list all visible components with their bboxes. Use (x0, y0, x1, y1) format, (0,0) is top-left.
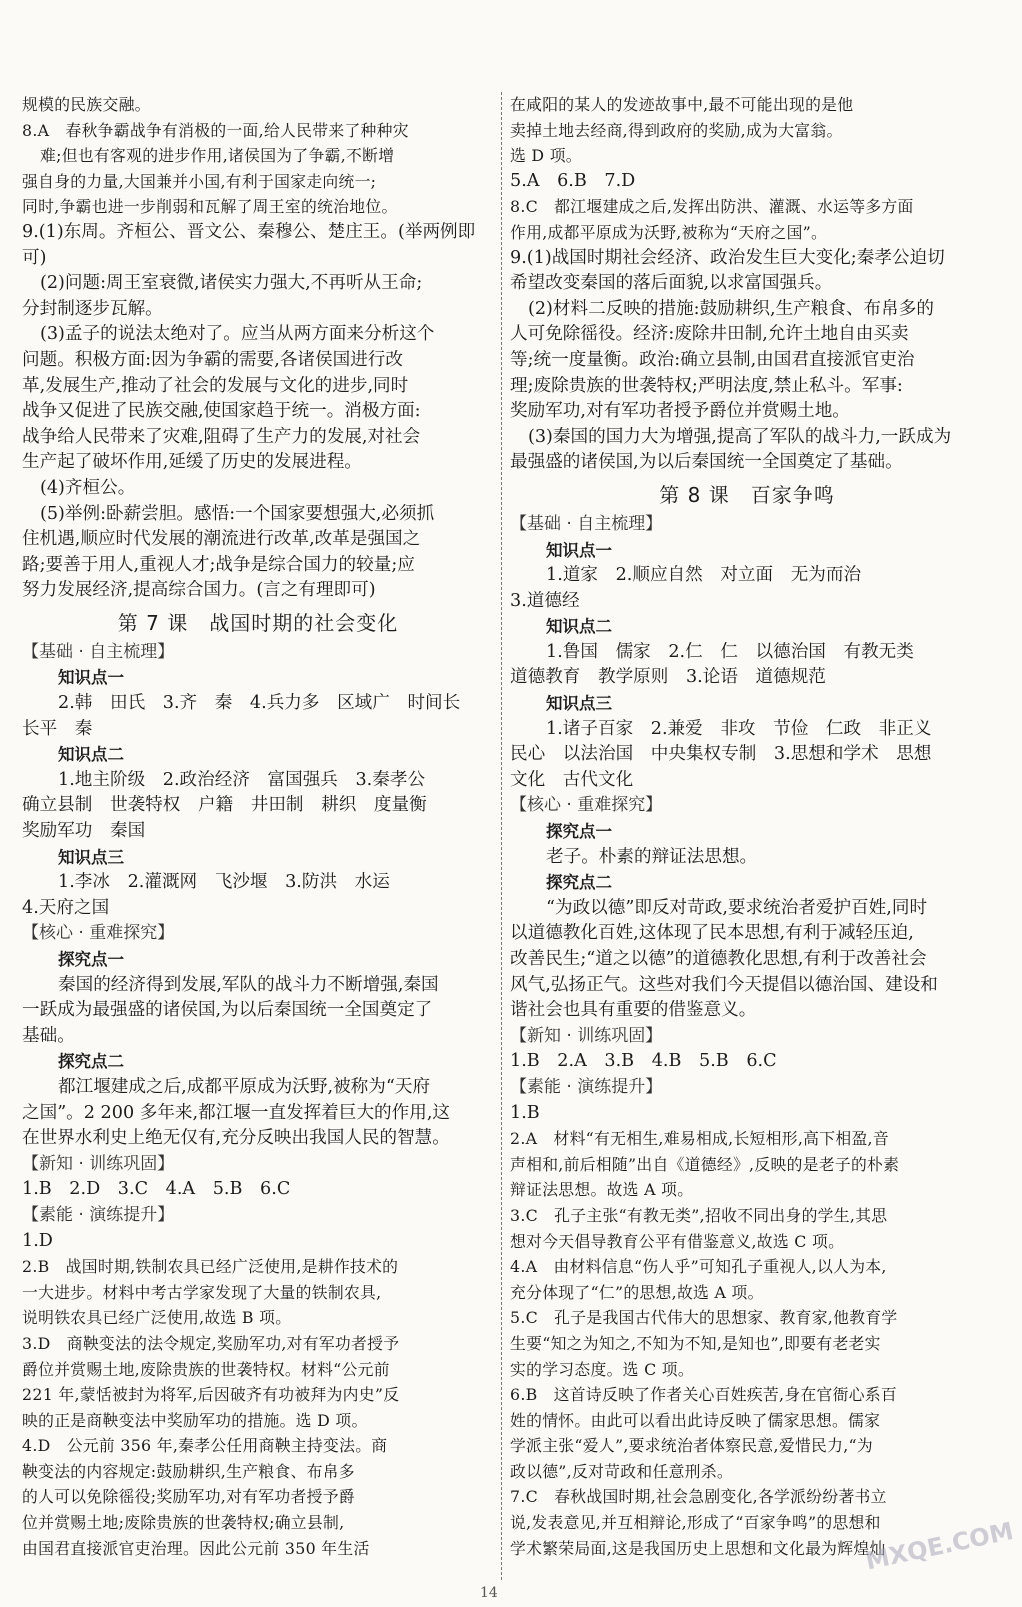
section-heading: 【新知 · 训练巩固】 (510, 1025, 663, 1046)
text-line: 战争又促进了民族交融,使国家趋于统一。消极方面: (22, 401, 421, 422)
section-heading: 【核心 · 重难探究】 (510, 795, 663, 816)
text-line: 想对今天倡导教育公平有借鉴意义,故选 C 项。 (510, 1231, 845, 1251)
text-line: 谐社会也具有重要的借鉴意义。 (510, 1000, 757, 1021)
text-line: 1.B 2.A 3.B 4.B 5.B 6.C (510, 1051, 777, 1072)
text-line: 等;统一度量衡。政治:确立县制,由国君直接派官吏治 (510, 349, 915, 370)
text-line: 爵位并赏赐土地,废除贵族的世袭特权。材料“公元前 (22, 1359, 390, 1379)
knowledge-point-heading: 知识点三 (58, 847, 124, 867)
text-line: 1.B (510, 1102, 540, 1123)
knowledge-point-heading: 知识点一 (58, 668, 124, 688)
text-line: (4)齐桓公。 (40, 477, 136, 498)
text-line: 希望改变秦国的落后面貌,以求富国强兵。 (510, 273, 833, 294)
text-line: 强自身的力量,大国兼并小国,有利于国家走向统一; (22, 171, 377, 191)
text-line: 1.鲁国 儒家 2.仁 仁 以德治国 有教无类 (546, 641, 914, 662)
text-line: 可) (22, 247, 47, 268)
knowledge-point-heading: 知识点二 (546, 617, 612, 637)
left-column (22, 92, 494, 1561)
text-line: 221 年,蒙恬被封为将军,后因破齐有功被拜为内史”反 (22, 1385, 400, 1405)
text-line: 作用,成都平原成为沃野,被称为“天府之国”。 (510, 222, 828, 242)
text-line: 说,发表意见,并互相辩论,形成了“百家争鸣”的思想和 (510, 1513, 881, 1533)
text-line: 在咸阳的某人的发迹故事中,最不可能出现的是他 (510, 95, 854, 114)
section-heading: 【核心 · 重难探究】 (22, 923, 175, 944)
section-heading: 【新知 · 训练巩固】 (22, 1153, 175, 1174)
text-line: (5)举例:卧薪尝胆。感悟:一个国家要想强大,必须抓 (40, 503, 435, 524)
text-line: 1.诸子百家 2.兼爱 非攻 节俭 仁政 非正义 (546, 718, 932, 739)
text-line: 问题。积极方面:因为争霸的需要,各诸侯国进行改 (22, 349, 403, 370)
text-line: 2.A 材料“有无相生,难易相成,长短相形,高下相盈,音 (510, 1129, 889, 1149)
text-line: 住机遇,顺应时代发展的潮流进行改革,改革是强国之 (22, 529, 421, 550)
text-line: 确立县制 世袭特权 户籍 井田制 耕织 度量衡 (22, 795, 427, 816)
text-line: 政以德”,反对苛政和任意刑杀。 (510, 1461, 733, 1481)
right-column (510, 92, 984, 1561)
text-line: 以道德教化百姓,这体现了民本思想,有利于减轻压迫, (510, 923, 914, 944)
text-line: 3.C 孔子主张“有教无类”,招收不同出身的学生,其思 (510, 1205, 888, 1225)
text-line: 学术繁荣局面,这是我国历史上思想和文化最为辉煌灿 (510, 1538, 886, 1558)
text-line: 难;但也有客观的进步作用,诸侯国为了争霸,不断增 (40, 146, 395, 166)
text-line: (2)问题:周王室衰微,诸侯实力强大,不再听从王命; (40, 273, 423, 294)
text-line: (3)秦国的国力大为增强,提高了军队的战斗力,一跃成为 (528, 426, 952, 447)
text-line: 人可免除徭役。经济:废除井田制,允许土地自由买卖 (510, 324, 909, 345)
text-line: 9.(1)战国时期社会经济、政治发生巨大变化;秦孝公迫切 (510, 247, 945, 268)
text-line: 位并赏赐土地;废除贵族的世袭特权;确立县制, (22, 1513, 345, 1533)
text-line: 选 D 项。 (510, 146, 582, 166)
text-line: 4.A 由材料信息“伤人乎”可知孔子重视人,以人为本, (510, 1257, 887, 1277)
text-line: 民心 以法治国 中央集权专制 3.思想和学术 思想 (510, 744, 932, 765)
text-line: (3)孟子的说法太绝对了。应当从两方面来分析这个 (40, 324, 435, 345)
knowledge-point-heading: 探究点二 (58, 1052, 124, 1072)
text-line: 4.天府之国 (22, 897, 110, 918)
text-line: 7.C 春秋战国时期,社会急剧变化,各学派纷纷著书立 (510, 1487, 887, 1507)
knowledge-point-heading: 知识点一 (546, 540, 612, 560)
text-line: 学派主张“爱人”,要求统治者体察民意,爱惜民力,“为 (510, 1436, 874, 1456)
knowledge-point-heading: 探究点二 (546, 873, 612, 893)
text-line: 5.C 孔子是我国古代伟大的思想家、教育家,他教育学 (510, 1308, 898, 1328)
text-line: 1.道家 2.顺应自然 对立面 无为而治 (546, 565, 862, 586)
text-line: 说明铁农具已经广泛使用,故选 B 项。 (22, 1308, 292, 1328)
text-line: 老子。朴素的辩证法思想。 (546, 846, 758, 867)
text-line: 鞅变法的内容规定:鼓励耕织,生产粮食、布帛多 (22, 1461, 355, 1481)
text-line: 长平 秦 (22, 718, 93, 739)
text-line: 一跃成为最强盛的诸侯国,为以后秦国统一全国奠定了 (22, 1000, 433, 1021)
column-divider (501, 92, 503, 1580)
knowledge-point-heading: 探究点一 (58, 950, 124, 969)
text-line: 生产起了破坏作用,延缓了历史的发展进程。 (22, 452, 362, 473)
text-line: 规模的民族交融。 (22, 95, 151, 114)
knowledge-point-heading: 知识点三 (546, 694, 612, 714)
text-line: 充分体现了“仁”的思想,故选 A 项。 (510, 1282, 764, 1302)
section-heading: 【素能 · 演练提升】 (22, 1204, 175, 1225)
lesson-title: 第 7 课 战国时期的社会变化 (117, 610, 399, 635)
text-line: 4.D 公元前 356 年,秦孝公任用商鞅主持变法。商 (22, 1436, 388, 1456)
text-line: 声相和,前后相随”出自《道德经》,反映的是老子的朴素 (510, 1154, 900, 1174)
text-line: 战争给人民带来了灾难,阻碍了生产力的发展,对社会 (22, 426, 421, 447)
text-line: “为政以德”即反对苛政,要求统治者爱护百姓,同时 (546, 897, 928, 918)
lesson-title: 第 8 课 百家争鸣 (659, 482, 835, 507)
text-line: 实的学习态度。选 C 项。 (510, 1359, 694, 1379)
text-line: 3.D 商鞅变法的法令规定,奖励军功,对有军功者授予 (22, 1333, 400, 1353)
text-line: 分封制逐步瓦解。 (22, 298, 163, 319)
text-line: 1.地主阶级 2.政治经济 富国强兵 3.秦孝公 (58, 769, 426, 790)
text-line: 路;要善于用人,重视人才;战争是综合国力的较量;应 (22, 554, 415, 575)
text-line: 道德教育 教学原则 3.论语 道德规范 (510, 667, 826, 688)
text-line: 奖励军功,对有军功者授予爵位并赏赐土地。 (510, 401, 850, 422)
text-line: 最强盛的诸侯国,为以后秦国统一全国奠定了基础。 (510, 452, 903, 473)
text-line: 的人可以免除徭役;奖励军功,对有军功者授予爵 (22, 1487, 355, 1507)
text-line: 1.李冰 2.灌溉网 飞沙堰 3.防洪 水运 (58, 872, 390, 893)
section-heading: 【素能 · 演练提升】 (510, 1076, 663, 1097)
text-line: 2.韩 田氏 3.齐 秦 4.兵力多 区域广 时间长 (58, 693, 461, 714)
text-line: 卖掉土地去经商,得到政府的奖励,成为大富翁。 (510, 120, 843, 140)
text-line: 奖励军功 秦国 (22, 821, 146, 842)
text-line: 由国君直接派官吏治理。因此公元前 350 年生活 (22, 1538, 370, 1558)
text-line: 3.道德经 (510, 590, 580, 611)
text-line: 一大进步。材料中考古学家发现了大量的铁制农具, (22, 1282, 382, 1302)
text-line: 努力发展经济,提高综合国力。(言之有理即可) (22, 580, 376, 601)
text-line: 6.B 这首诗反映了作者关心百姓疾苦,身在官衙心系百 (510, 1385, 898, 1405)
text-line: 生要“知之为知之,不知为不知,是知也”,即要有老老实 (510, 1333, 881, 1353)
text-line: 改善民生;“道之以德”的道德教化思想,有利于改善社会 (510, 949, 927, 969)
text-line: 1.D (22, 1230, 53, 1251)
text-line: 姓的情怀。由此可以看出此诗反映了儒家思想。儒家 (510, 1410, 881, 1430)
text-line: 革,发展生产,推动了社会的发展与文化的进步,同时 (22, 375, 409, 396)
text-line: 风气,弘扬正气。这些对我们今天提倡以德治国、建设和 (510, 974, 938, 995)
text-line: 5.A 6.B 7.D (510, 170, 636, 191)
text-line: 秦国的经济得到发展,军队的战斗力不断增强,秦国 (58, 974, 439, 995)
watermark-logo: MXQE.COM (863, 1516, 1016, 1576)
text-line: 辩证法思想。故选 A 项。 (510, 1180, 694, 1200)
text-line: 1.B 2.D 3.C 4.A 5.B 6.C (22, 1179, 291, 1200)
text-line: 同时,争霸也进一步削弱和瓦解了周王室的统治地位。 (22, 197, 398, 217)
knowledge-point-heading: 探究点一 (546, 822, 612, 842)
knowledge-point-heading: 知识点二 (58, 745, 124, 765)
text-line: 在世界水利史上绝无仅有,充分反映出我国人民的智慧。 (22, 1128, 450, 1149)
text-line: 8.A 春秋争霸战争有消极的一面,给人民带来了种种灾 (22, 120, 409, 140)
text-line: 基础。 (22, 1025, 75, 1046)
text-line: 映的正是商鞅变法中奖励军功的措施。选 D 项。 (22, 1410, 368, 1430)
text-line: 2.B 战国时期,铁制农具已经广泛使用,是耕作技术的 (22, 1257, 399, 1277)
text-line: 9.(1)东周。齐桓公、晋文公、秦穆公、楚庄王。(举两例即 (22, 221, 476, 242)
text-line: 文化 古代文化 (510, 769, 634, 790)
text-line: 8.C 都江堰建成之后,发挥出防洪、灌溉、水运等多方面 (510, 197, 914, 217)
section-heading: 【基础 · 自主梳理】 (22, 641, 175, 662)
text-line: (2)材料二反映的措施:鼓励耕织,生产粮食、布帛多的 (528, 298, 934, 319)
text-line: 之国”。2 200 多年来,都江堰一直发挥着巨大的作用,这 (22, 1102, 451, 1123)
text-line: 都江堰建成之后,成都平原成为沃野,被称为“天府 (58, 1076, 431, 1097)
page-number: 14 (480, 1585, 498, 1601)
text-line: 理;废除贵族的世袭特权;严明法度,禁止私斗。军事: (510, 375, 903, 396)
section-heading: 【基础 · 自主梳理】 (510, 513, 663, 534)
